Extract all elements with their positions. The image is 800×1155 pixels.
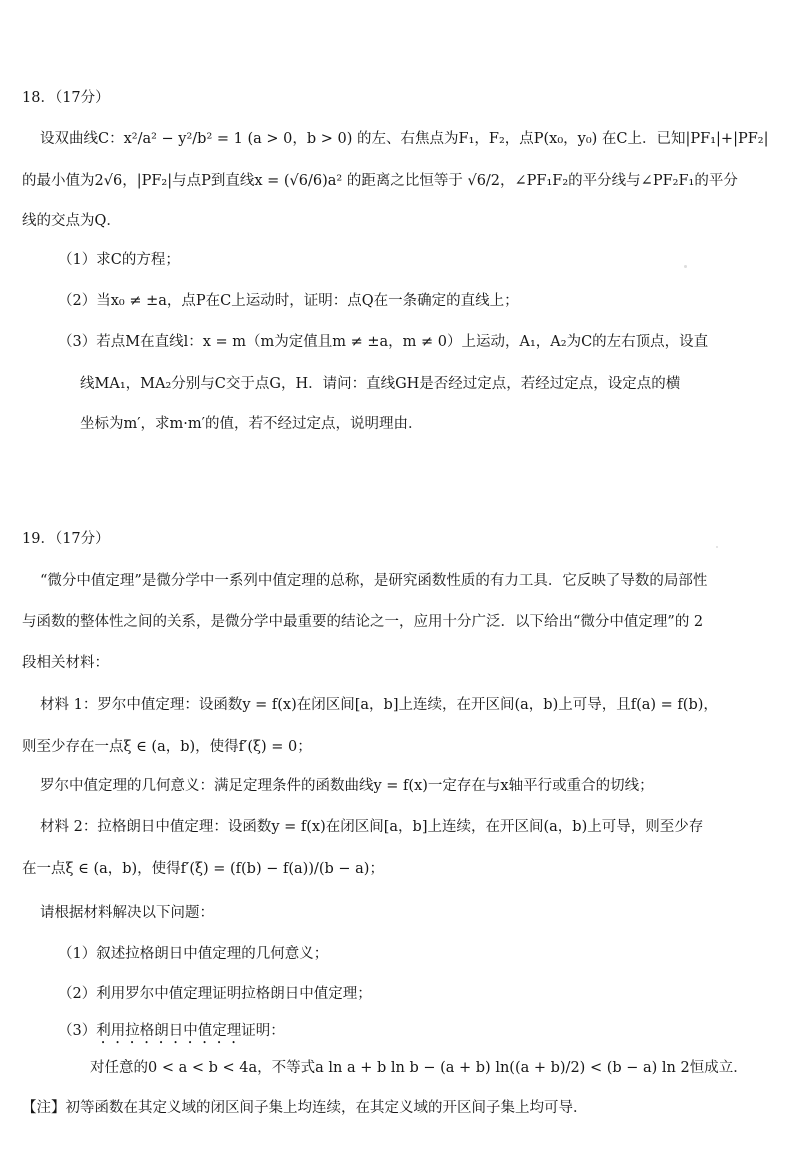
q19-part3-suffix: 证明： <box>241 1023 285 1039</box>
q18-part3-line3: 坐标为m′，求m·m′的值，若不经过定点，说明理由． <box>80 416 423 432</box>
q18-part2: （2）当x₀ ≠ ±a，点P在C上运动时，证明：点Q在一条确定的直线上； <box>58 293 519 309</box>
q19-material2-line1: 材料 2：拉格朗日中值定理：设函数y = f(x)在闭区间[a，b]上连续，在开区间(a，b)上可导，则至少存 <box>40 819 704 835</box>
q19-part1: （1）叙述拉格朗日中值定理的几何意义； <box>58 946 329 962</box>
q19-part2: （2）利用罗尔中值定理证明拉格朗日中值定理； <box>58 986 372 1002</box>
q19-heading: 19．（17分） <box>22 531 110 547</box>
q19-intro-line3: 段相关材料： <box>22 655 109 671</box>
q19-ask: 请根据材料解决以下问题： <box>40 905 214 921</box>
q18-stem-line1: 设双曲线C：x²/a² − y²/b² = 1 (a > 0，b > 0) 的左、右焦点为F₁，F₂，点P(x₀，y₀) 在C上．已知|PF₁|+|PF₂| <box>40 131 769 147</box>
q19-part3-inequality: 对任意的0 < a < b < 4a，不等式a ln a + b ln b − (a + b) ln((a + b)/2) < (b − a) ln 2恒成立． <box>90 1060 748 1076</box>
q18-heading: 18．（17分） <box>22 90 110 106</box>
q19-intro-line2: 与函数的整体性之间的关系，是微分学中最重要的结论之一，应用十分广泛．以下给出“微分中值定理”的 2 <box>22 614 704 630</box>
q19-intro-line1: “微分中值定理”是微分学中一系列中值定理的总称，是研究函数性质的有力工具．它反映了导数的局部性 <box>40 573 708 589</box>
q19-material1-line2: 则至少存在一点ξ ∈ (a，b)，使得f′(ξ) = 0； <box>22 739 312 755</box>
q18-stem-line2: 的最小值为2√6，|PF₂|与点P到直线x = (√6/6)a² 的距离之比恒等于 √6/2，∠PF₁F₂的平分线与∠PF₂F₁的平分 <box>22 173 738 189</box>
q18-part3-line1: （3）若点M在直线l：x = m（m为定值且m ≠ ±a，m ≠ 0）上运动，A₁，A₂为C的左右顶点，设直 <box>58 334 709 350</box>
scan-speck <box>716 546 718 548</box>
q19-material1-geometry: 罗尔中值定理的几何意义：满足定理条件的函数曲线y = f(x)一定存在与x轴平行或重合的切线； <box>40 778 654 794</box>
q19-material2-line2: 在一点ξ ∈ (a，b)，使得f′(ξ) = (f(b) − f(a))/(b − a)； <box>22 861 384 877</box>
q19-part3-emphasis: 利用拉格朗日中值定理 <box>96 1023 242 1039</box>
scan-speck <box>684 265 687 268</box>
q18-part3-line2: 线MA₁，MA₂分别与C交于点G，H．请问：直线GH是否经过定点，若经过定点，设定点的横 <box>80 376 681 392</box>
q19-material1-line1: 材料 1：罗尔中值定理：设函数y = f(x)在闭区间[a，b]上连续，在开区间(a，b)上可导，且f(a) = f(b)， <box>40 697 718 713</box>
q18-part1: （1）求C的方程； <box>58 252 180 268</box>
q18-stem-line3: 线的交点为Q． <box>22 213 121 229</box>
q19-part3-prefix: （3） <box>58 1023 97 1039</box>
q19-part3 <box>58 1020 285 1047</box>
q19-note: 【注】初等函数在其定义域的闭区间子集上均连续，在其定义域的开区间子集上均可导． <box>22 1100 588 1116</box>
